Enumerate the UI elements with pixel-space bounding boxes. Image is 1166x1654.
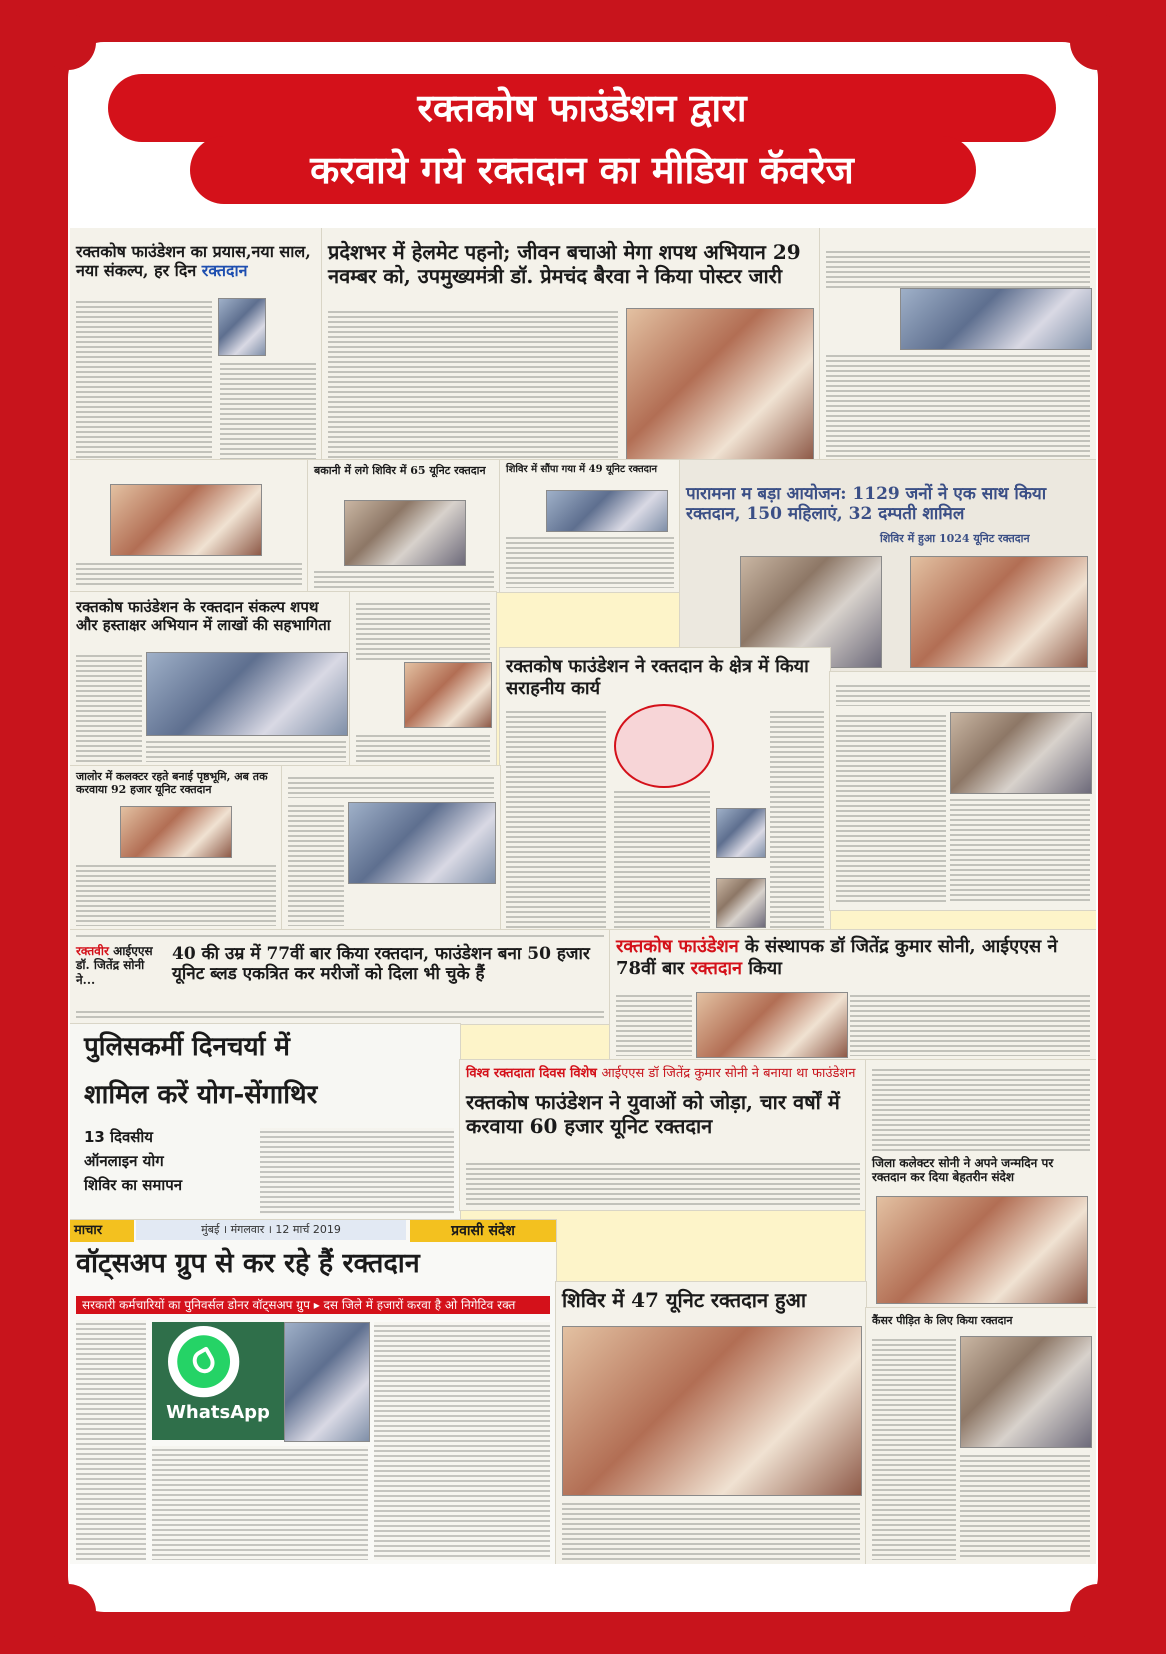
clipping-1129-donors [680, 460, 1096, 672]
news-photo [348, 802, 496, 884]
clipping-highlight: रक्तदान [690, 957, 743, 979]
clipping-headline: शिविर में 47 यूनिट रक्तदान हुआ [562, 1288, 807, 1312]
news-photo [344, 500, 466, 566]
news-photo [404, 662, 492, 728]
news-photo [910, 556, 1088, 668]
portrait-photo [284, 1322, 370, 1442]
clipping-headline: वॉट्सअप ग्रुप से कर रहे हैं रक्तदान [76, 1248, 420, 1279]
clipping-headline-line-2: शामिल करें योग-सेंगाथिर [84, 1080, 318, 1110]
news-photo [110, 484, 262, 556]
title-banner [108, 74, 1056, 206]
clipping-headline: रक्तकोष फाउंडेशन के रक्तदान संकल्प शपथ और हस्ताक्षर अभियान में लाखों की सहभागिता [76, 598, 331, 634]
clipping-headline: कैंसर पीड़ित के लिए किया रक्तदान [872, 1314, 1013, 1327]
clipping-headline: जालोर में कलक्टर रहते बनाई पृष्ठभूमि, अब तक करवाया 92 हजार यूनिट रक्तदान [76, 770, 268, 797]
portrait-photo [716, 808, 766, 858]
clipping-headline: 40 की उम्र में 77वीं बार किया रक्तदान, फाउंडेशन बना 50 हजार यूनिट ब्लड एकत्रित कर मरीजों को दिला भी चुके हैं [172, 944, 590, 985]
clipping-world-donor-day [460, 1060, 866, 1210]
banner-title-line-2: करवाये गये रक्तदान का मीडिया कॅवरेज [310, 148, 854, 192]
portrait-photo [716, 878, 766, 928]
clipping-headline: रक्तकोष फाउंडेशन ने युवाओं को जोड़ा, चार वर्षों में करवाया 60 हजार यूनिट रक्तदान [466, 1090, 840, 1138]
portrait-photo [218, 298, 266, 356]
clipping-47-unit-camp [556, 1282, 866, 1564]
clipping-highlight: रक्तवीर [76, 944, 109, 958]
clipping-highlight: रक्तकोष फाउंडेशन [616, 936, 739, 957]
clipping-headline-line-1: पुलिसकर्मी दिनचर्या में [84, 1032, 290, 1062]
news-photo [120, 806, 232, 858]
news-photo [626, 308, 814, 460]
clipping-new-year-resolution [70, 228, 322, 468]
clipping-kicker: आईएएस डॉ जितेंद्र कुमार सोनी ने बनाया था फाउंडेशन [601, 1066, 856, 1081]
clipping-side-text: आईएएस डॉ. जितेंद्र सोनी ने... [76, 944, 153, 987]
news-photo [900, 288, 1092, 350]
whatsapp-icon [168, 1326, 239, 1397]
news-photo [562, 1326, 862, 1496]
banner-title-line-1: रक्तकोष फाउंडेशन द्वारा [417, 86, 747, 130]
news-photo [960, 1336, 1092, 1448]
foundation-logo [614, 704, 714, 788]
clipping-headline: जिला कलेक्टर सोनी ने अपने जन्मदिन पर रक्तदान कर दिया बेहतरीन संदेश [872, 1156, 1054, 1185]
whatsapp-panel [152, 1322, 284, 1440]
corner-ornament [1070, 14, 1126, 70]
clipping-78th-donation: रक्तकोष फाउंडेशन के संस्थापक डॉ जितेंद्र कुमार सोनी, आईएएस ने 78वीं बार रक्तदान किया [610, 930, 1096, 1060]
clipping-highlight: विश्व रक्तदाता दिवस विशेष [466, 1066, 597, 1081]
clipping-77th-donation [70, 930, 610, 1024]
clipping-subline: शिविर का समापन [84, 1176, 183, 1194]
clipping-national-record [820, 228, 1096, 464]
news-photo [876, 1196, 1088, 1304]
dateline: मुंबई । मंगलवार । 12 मार्च 2019 [136, 1220, 406, 1240]
clipping-small-report [350, 592, 496, 766]
clipping-headline: पारामना म बड़ा आयोजन: 1129 जनों ने एक साथ किया रक्तदान, 150 महिलाएं, 32 दम्पती शामिल [686, 484, 1047, 525]
clipping-bakani-camp [308, 460, 500, 592]
news-photo [950, 712, 1092, 794]
clipping-red-bar: सरकारी कर्मचारियों का पुनिवर्सल डोनर वॉट्सअप ग्रुप ▸ दस जिले में हजारों करवा है ओ निगेटिव रक्त [76, 1296, 550, 1314]
corner-ornament [1070, 1584, 1126, 1640]
clipping-49-unit-camp [500, 460, 680, 592]
clipping-helmet-campaign [322, 228, 820, 464]
newspaper-name: प्रवासी संदेश [410, 1220, 556, 1242]
corner-ornament [40, 14, 96, 70]
clipping-highlight: रक्तदान [201, 261, 248, 281]
clipping-subline: ऑनलाइन योग [84, 1152, 164, 1170]
clipping-headline: रक्तकोष फाउंडेशन ने रक्तदान के क्षेत्र में किया सराहनीय कार्य [506, 656, 809, 699]
news-photo [146, 652, 348, 736]
news-photo [546, 490, 668, 532]
clipping-police-yoga [70, 1024, 460, 1220]
clipping-cancer-patient-donation [866, 1308, 1096, 1564]
clipping-headline: शिविर में सौंपा गया में 49 यूनिट रक्तदान [506, 464, 658, 475]
clipping-whatsapp-group [70, 1220, 556, 1564]
news-photo [696, 992, 848, 1058]
corner-ornament [40, 1584, 96, 1640]
newspaper-tag: माचार [70, 1220, 134, 1242]
clipping-headline: रक्तकोष फाउंडेशन का प्रयास,नया साल, नया संकल्प, हर दिन [76, 242, 311, 281]
clipping-pledge-report [282, 766, 500, 930]
clipping-24-unit-camp [830, 672, 1096, 910]
whatsapp-label: WhatsApp [166, 1402, 270, 1423]
media-collage [70, 228, 1096, 1564]
clipping-subline: 13 दिवसीय [84, 1128, 154, 1146]
clipping-headline: बकानी में लगे शिविर में 65 यूनिट रक्तदान [314, 464, 486, 477]
clipping-headline: प्रदेशभर में हेलमेट पहनो; जीवन बचाओ मेगा शपथ अभियान 29 नवम्बर को, उपमुख्यमंत्री डॉ. प्रेमचंद बैरवा ने किया पोस्टर जारी [328, 240, 801, 288]
clipping-birthday-donation [866, 1060, 1096, 1308]
clipping-subheadline: शिविर में हुआ 1024 यूनिट रक्तदान [880, 532, 1030, 545]
clipping-newspaper-thumbnail [70, 460, 308, 592]
clipping-jalore-collector [70, 766, 282, 930]
clipping-pledge-campaign [70, 592, 350, 766]
